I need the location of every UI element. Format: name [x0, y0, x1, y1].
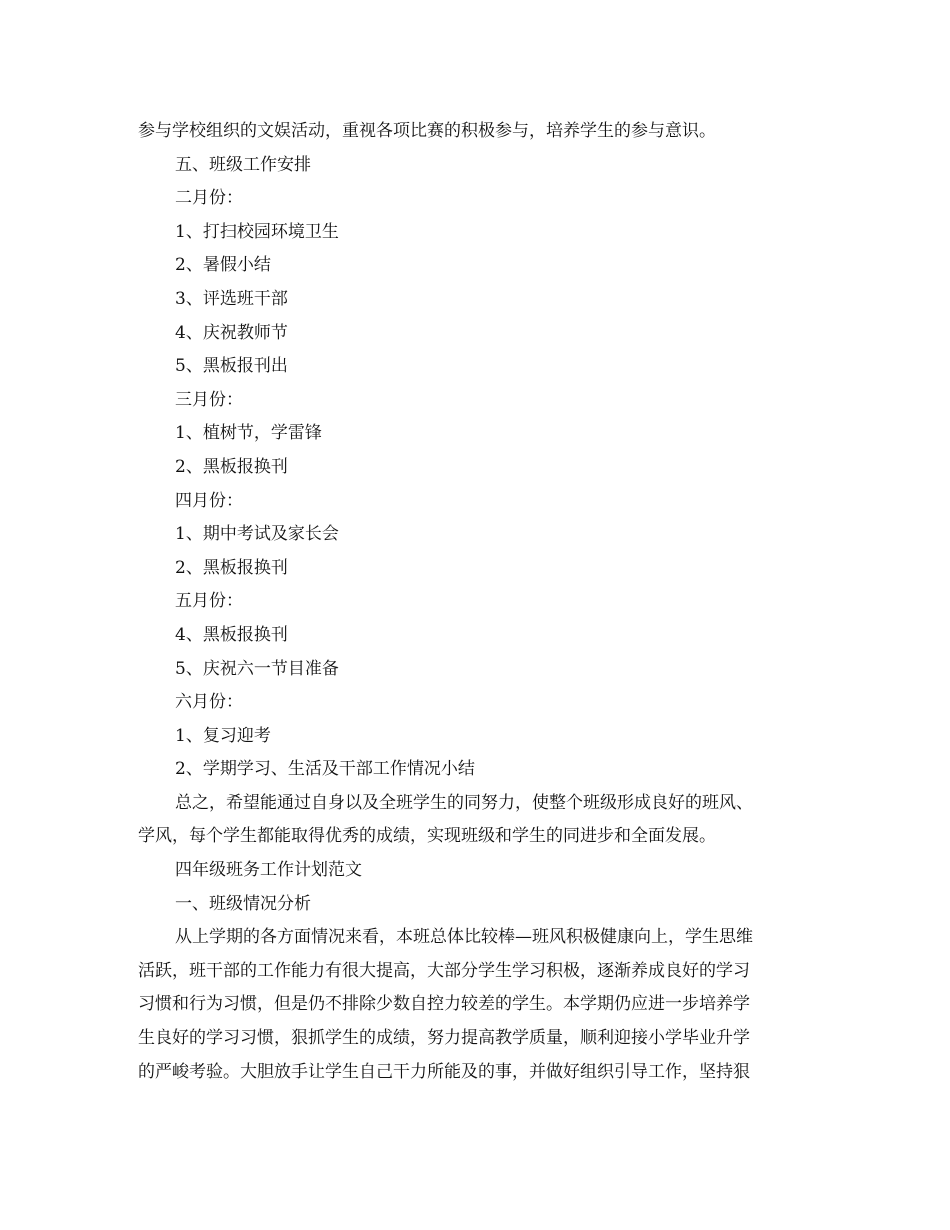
paragraph-line: 活跃，班干部的工作能力有很大提高，大部分学生学习积极，逐渐养成良好的学习 — [138, 960, 750, 981]
list-item: 2、学期学习、生活及干部工作情况小结 — [175, 759, 475, 780]
document-title: 四年级班务工作计划范文 — [175, 860, 362, 881]
paragraph-line: 从上学期的各方面情况来看，本班总体比较棒—班风积极健康向上，学生思维 — [175, 927, 753, 948]
paragraph-line: 生良好的学习习惯，狠抓学生的成绩，努力提高教学质量，顺利迎接小学毕业升学 — [138, 1028, 750, 1049]
list-item: 2、黑板报换刊 — [175, 456, 288, 477]
list-item: 4、黑板报换刊 — [175, 624, 288, 645]
month-heading: 四月份： — [175, 490, 243, 511]
list-item: 1、期中考试及家长会 — [175, 524, 339, 545]
month-heading: 六月份： — [175, 692, 243, 713]
paragraph-line: 总之，希望能通过自身以及全班学生的同努力，使整个班级形成良好的班风、 — [175, 792, 753, 813]
list-item: 2、黑板报换刊 — [175, 557, 288, 578]
paragraph-line: 学风，每个学生都能取得优秀的成绩，实现班级和学生的同进步和全面发展。 — [138, 826, 716, 847]
paragraph-line: 的严峻考验。大胆放手让学生自己干力所能及的事，并做好组织引导工作，坚持狠 — [138, 1061, 750, 1082]
document-body — [138, 115, 828, 1089]
month-heading: 二月份： — [175, 188, 243, 209]
paragraph-line: 参与学校组织的文娱活动，重视各项比赛的积极参与，培养学生的参与意识。 — [138, 121, 716, 141]
month-heading: 五月份： — [175, 591, 243, 612]
list-item: 1、植树节，学雷锋 — [175, 423, 322, 444]
list-item: 4、庆祝教师节 — [175, 322, 288, 343]
section-heading: 五、班级工作安排 — [175, 154, 311, 175]
month-heading: 三月份： — [175, 389, 243, 410]
list-item: 1、打扫校园环境卫生 — [175, 221, 339, 242]
list-item: 5、黑板报刊出 — [175, 356, 288, 377]
paragraph-line: 习惯和行为习惯，但是仍不排除少数自控力较差的学生。本学期仍应进一步培养学 — [138, 994, 750, 1015]
list-item: 5、庆祝六一节目准备 — [175, 658, 339, 679]
list-item: 1、复习迎考 — [175, 725, 271, 746]
list-item: 3、评选班干部 — [175, 288, 288, 309]
section-heading: 一、班级情况分析 — [175, 893, 311, 914]
list-item: 2、暑假小结 — [175, 255, 271, 276]
